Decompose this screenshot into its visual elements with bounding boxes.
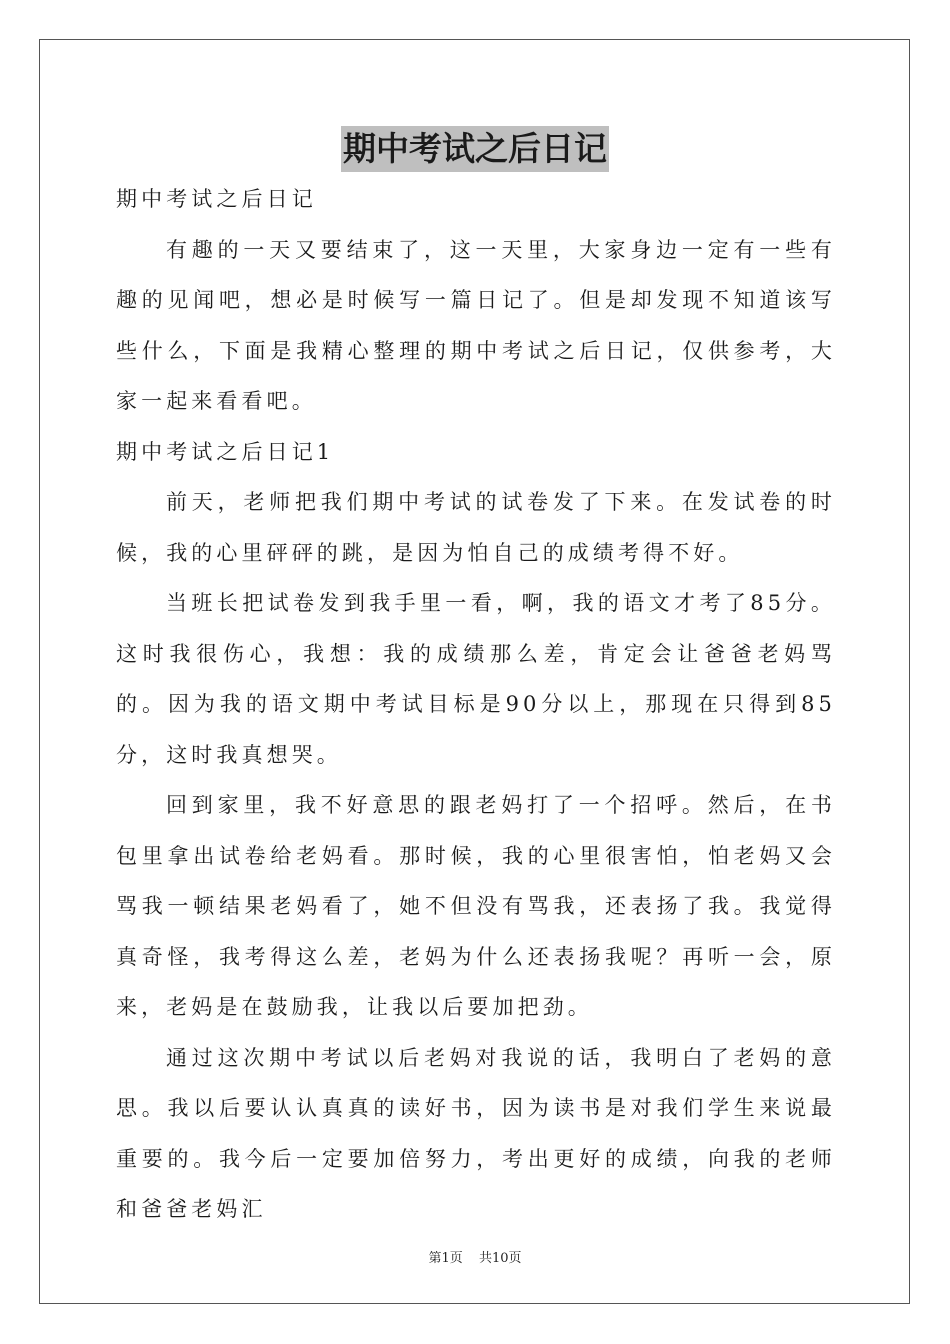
paragraph: 当班长把试卷发到我手里一看，啊，我的语文才考了85分。这时我很伤心，我想：我的成绩那么差，肯定会让爸爸老妈骂的。因为我的语文期中考试目标是90分以上，那现在只得到85分，这时我真想哭。 [116, 591, 836, 767]
document-title: 期中考试之后日记 [341, 126, 609, 172]
paragraph: 期中考试之后日记 [116, 187, 317, 211]
page-total: 共10页 [478, 1251, 522, 1266]
page-footer [0, 1247, 950, 1266]
document-body [116, 174, 836, 1235]
paragraph: 前天，老师把我们期中考试的试卷发了下来。在发试卷的时候，我的心里砰砰的跳，是因为怕自己的成绩考得不好。 [116, 490, 836, 565]
paragraph: 有趣的一天又要结束了，这一天里，大家身边一定有一些有趣的见闻吧，想必是时候写一篇日记了。但是却发现不知道该写些什么，下面是我精心整理的期中考试之后日记，仅供参考，大家一起来看看吧。 [116, 237, 836, 413]
page-number: 第1页 [428, 1251, 463, 1266]
title-container [0, 126, 950, 172]
paragraph: 期中考试之后日记1 [116, 439, 335, 464]
paragraph: 通过这次期中考试以后老妈对我说的话，我明白了老妈的意思。我以后要认认真真的读好书，因为读书是对我们学生来说最重要的。我今后一定要加倍努力，考出更好的成绩，向我的老师和爸爸老妈汇 [116, 1045, 836, 1221]
paragraph: 回到家里，我不好意思的跟老妈打了一个招呼。然后，在书包里拿出试卷给老妈看。那时候，我的心里很害怕，怕老妈又会骂我一顿结果老妈看了，她不但没有骂我，还表扬了我。我觉得真奇怪，我考得这么差，老妈为什么还表扬我呢？再听一会，原来，老妈是在鼓励我，让我以后要加把劲。 [116, 793, 836, 1019]
